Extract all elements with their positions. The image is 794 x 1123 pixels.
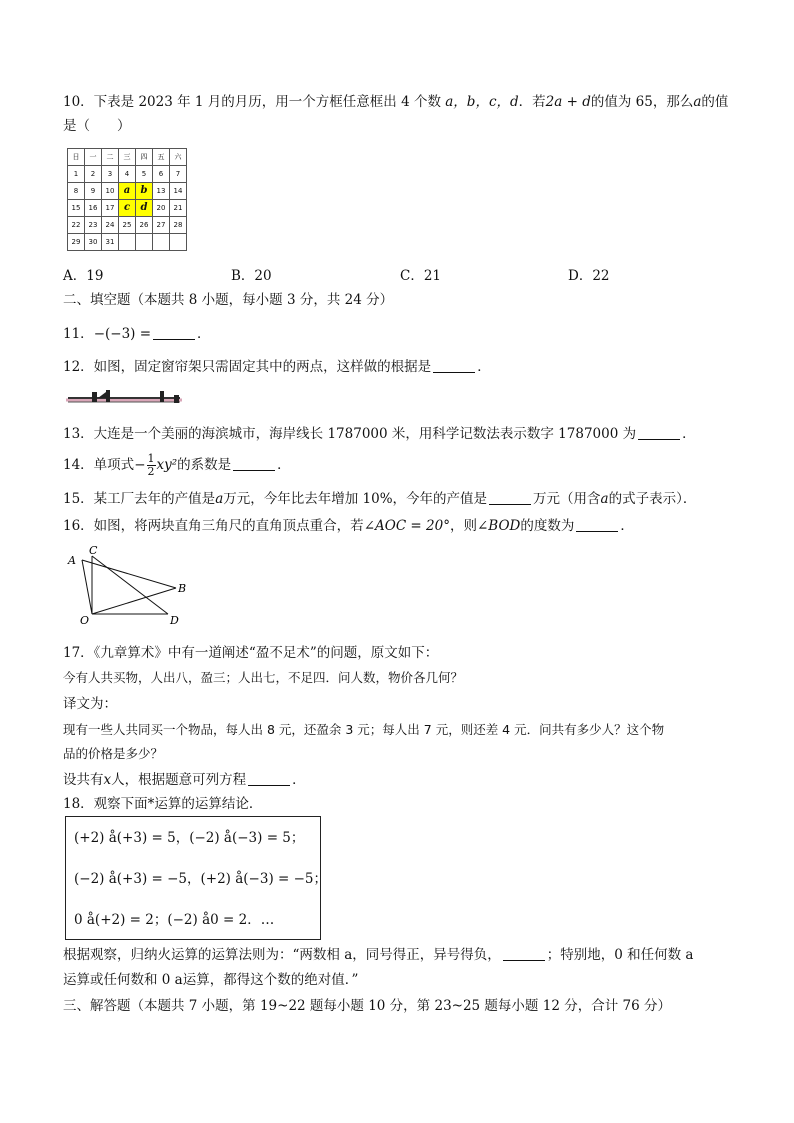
q17-line1: 17．《九章算术》中有一道阐述“盈不足术”的问题，原文如下： <box>63 645 439 661</box>
calendar-cell: 24 <box>102 217 119 234</box>
calendar-header-cell: 三 <box>119 149 136 166</box>
option-a[interactable]: A．19 <box>63 268 104 284</box>
calendar-cell: 22 <box>68 217 85 234</box>
q17-trans1: 现有一些人共同买一个物品，每人出 8 元，还盈余 3 元；每人出 7 元，则还差 4 元．问共有多少人？这个物 <box>63 722 665 737</box>
calendar-cell <box>170 234 187 251</box>
q16-angle-aoc: ∠AOC = 20° <box>363 518 450 534</box>
label-c: C <box>89 544 98 557</box>
q17-blank[interactable] <box>248 771 290 786</box>
calendar-cell: 17 <box>102 200 119 217</box>
q18-rule1: 根据观察，归纳火运算的运算法则为：“两数相 a，同号得正，异号得负， ；特别地，0 和任何数 a <box>63 947 694 963</box>
q18-title: 18．观察下面*运算的运算结论． <box>63 796 263 812</box>
calendar-cell: 30 <box>85 234 102 251</box>
q18-box <box>65 816 328 940</box>
calendar-cell: 23 <box>85 217 102 234</box>
calendar-cell: 15 <box>68 200 85 217</box>
q12-blank[interactable] <box>433 358 475 373</box>
calendar-header-row <box>68 149 187 166</box>
calendar-cell: 4 <box>119 166 136 183</box>
calendar-row <box>68 200 187 217</box>
calendar-cell: 14 <box>170 183 187 200</box>
section3-heading: 三、解答题（本题共 7 小题，第 19~22 题每小题 10 分，第 23~25 题每小题 12 分，合计 76 分） <box>63 998 671 1014</box>
calendar-cell: 2 <box>85 166 102 183</box>
calendar-row <box>68 166 187 183</box>
curtain-rod-figure <box>62 386 186 408</box>
q13: 13．大连是一个美丽的海滨城市，海岸线长 1787000 米，用科学记数法表示数字 1787000 为 ． <box>63 426 696 442</box>
q14-blank[interactable] <box>233 456 275 471</box>
option-c[interactable]: C．21 <box>400 268 442 284</box>
q18-box-line2: (−2) å(+3) = −5，(+2) å(−3) = −5； <box>74 871 328 887</box>
calendar-header-cell: 六 <box>170 149 187 166</box>
q10-vars: a，b，c，d <box>440 94 519 110</box>
q18-box-line1: (+2) å(+3) = 5，(−2) å(−3) = 5； <box>74 830 305 846</box>
calendar-row <box>68 217 187 234</box>
calendar-cell <box>153 234 170 251</box>
calendar-cell: 20 <box>153 200 170 217</box>
calendar-cell: 1 <box>68 166 85 183</box>
calendar-cell: 6 <box>153 166 170 183</box>
calendar-cell <box>119 234 136 251</box>
q16: 16．如图，将两块直角三角尺的直角顶点重合，若∠AOC = 20°，则∠BOD的度数为 ． <box>63 518 634 534</box>
q17-ask: 设共有x人，根据题意可列方程 ． <box>63 772 306 788</box>
calendar-cell: 31 <box>102 234 119 251</box>
q11-blank[interactable] <box>153 325 195 340</box>
q14: 14．单项式− $\frac{1}{2}$ xy²的系数是 ． <box>63 452 291 478</box>
q16-angle-bod: ∠BOD <box>476 518 521 534</box>
section2-heading: 二、填空题（本题共 8 小题，每小题 3 分，共 24 分） <box>63 292 394 308</box>
calendar-header-cell: 二 <box>102 149 119 166</box>
option-b[interactable]: B．20 <box>231 268 272 284</box>
calendar-cell: 10 <box>102 183 119 200</box>
calendar-cell: 5 <box>136 166 153 183</box>
q18-blank[interactable] <box>503 946 545 961</box>
q15: 15．某工厂去年的产值是a万元，今年比去年增加 10%，今年的产值是 万元（用含a的式子表示）． <box>63 491 697 507</box>
q11: 11．−(−3) = ． <box>63 326 211 342</box>
calendar-cell: 26 <box>136 217 153 234</box>
q13-blank[interactable] <box>638 425 680 440</box>
calendar-cell <box>136 234 153 251</box>
q17-trans-label: 译文为： <box>63 696 117 712</box>
calendar-cell: 29 <box>68 234 85 251</box>
option-d[interactable]: D．22 <box>568 268 610 284</box>
q14-monomial: xy² <box>156 457 178 473</box>
q18-box-line3: 0 å(+2) = 2；(−2) å0 = 2．… <box>74 912 275 928</box>
calendar-header-cell: 四 <box>136 149 153 166</box>
q17-trans2: 品的价格是多少？ <box>63 746 164 761</box>
calendar-cell: a <box>119 183 136 200</box>
calendar-cell: 8 <box>68 183 85 200</box>
q15-blank[interactable] <box>489 490 531 505</box>
q10-expr: 2a + d <box>545 94 591 110</box>
calendar-cell: c <box>119 200 136 217</box>
q10-line2: 是（ ） <box>63 118 131 134</box>
q11-expr: −(−3) = <box>93 326 152 342</box>
calendar-row <box>68 234 187 251</box>
calendar-header-cell: 五 <box>153 149 170 166</box>
label-d: D <box>170 614 179 627</box>
calendar-cell: 16 <box>85 200 102 217</box>
calendar-cell: 7 <box>170 166 187 183</box>
calendar-cell: 3 <box>102 166 119 183</box>
calendar-cell: 25 <box>119 217 136 234</box>
label-a: A <box>68 554 76 567</box>
q17-original: 今有人共买物，人出八，盈三；人出七，不足四．问人数，物价各几何？ <box>63 670 464 685</box>
calendar-cell: 27 <box>153 217 170 234</box>
q16-blank[interactable] <box>576 517 618 532</box>
calendar-header-cell: 日 <box>68 149 85 166</box>
q10-line1: 10．下表是 2023 年 1 月的月历，用一个方框任意框出 4 个数 a，b，c，d．若2a + d的值为 65，那么a的值 <box>63 94 729 110</box>
calendar-header-cell: 一 <box>85 149 102 166</box>
q12: 12．如图，固定窗帘架只需固定其中的两点，这样做的根据是 ． <box>63 359 491 375</box>
calendar-cell: 28 <box>170 217 187 234</box>
label-b: B <box>178 582 187 595</box>
calendar-cell: d <box>136 200 153 217</box>
calendar-cell: 21 <box>170 200 187 217</box>
label-o: O <box>80 614 90 627</box>
calendar-table <box>67 148 187 251</box>
q14-fraction: $\frac{1}{2}$ <box>147 452 155 478</box>
calendar-row <box>68 183 187 200</box>
triangles-figure <box>62 544 202 628</box>
calendar-cell: 9 <box>85 183 102 200</box>
calendar-cell: b <box>136 183 153 200</box>
q18-rule2: 运算或任何数和 0 a运算，都得这个数的绝对值．” <box>63 972 359 988</box>
calendar-cell: 13 <box>153 183 170 200</box>
